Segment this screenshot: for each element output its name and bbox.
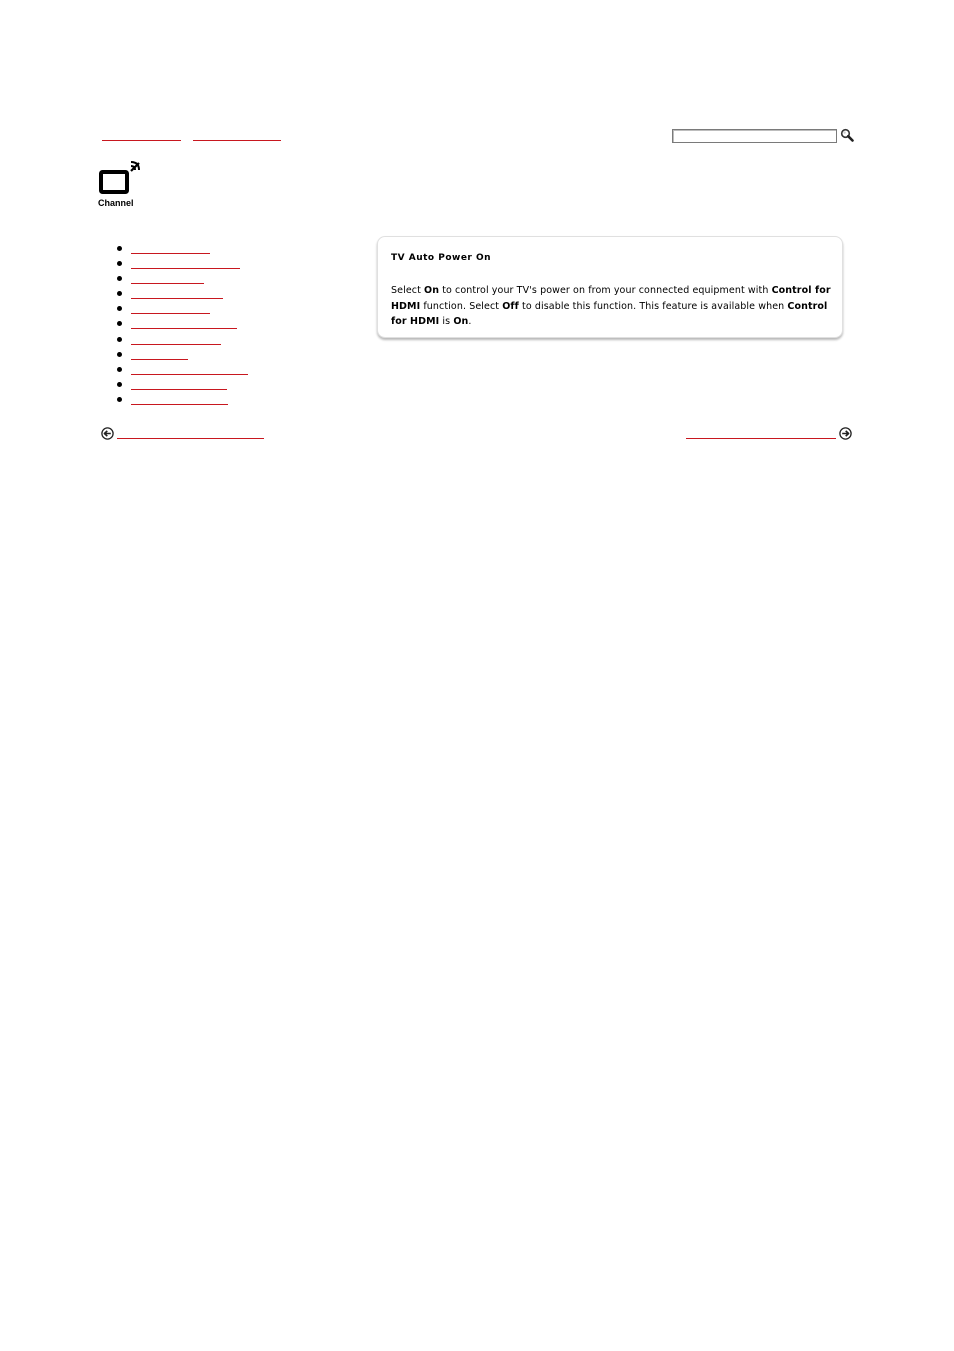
nav-link[interactable]	[131, 359, 188, 360]
nav-link[interactable]	[131, 298, 223, 299]
bullet	[117, 291, 122, 296]
previous-page-link[interactable]	[117, 438, 264, 439]
body-text: Select	[391, 285, 425, 296]
bullet	[117, 276, 122, 281]
arrow-left-icon[interactable]	[101, 427, 114, 440]
search-input[interactable]	[672, 129, 837, 143]
breadcrumb-link-2[interactable]	[193, 140, 281, 141]
search-icon[interactable]	[840, 128, 854, 142]
nav-link[interactable]	[131, 389, 227, 390]
body-emphasis: Control for HDMI	[391, 285, 831, 312]
bullet	[117, 321, 122, 326]
next-page-link[interactable]	[686, 438, 836, 439]
body-text: .	[468, 316, 472, 327]
arrow-right-icon[interactable]	[839, 427, 852, 440]
bullet	[117, 382, 122, 387]
nav-link[interactable]	[131, 268, 240, 269]
nav-link[interactable]	[131, 283, 204, 284]
bullet	[117, 352, 122, 357]
content-panel	[377, 236, 843, 338]
bullet	[117, 306, 122, 311]
body-text: function. Select	[420, 300, 503, 312]
nav-link[interactable]	[131, 344, 221, 345]
body-emphasis: On	[424, 285, 440, 296]
nav-link[interactable]	[131, 313, 210, 314]
nav-link[interactable]	[131, 374, 248, 375]
content-title: TV Auto Power On	[391, 253, 492, 263]
nav-link[interactable]	[131, 328, 237, 329]
content-body	[391, 283, 831, 330]
bullet	[117, 261, 122, 266]
bullet	[117, 367, 122, 372]
body-text: to disable this function. This feature is available when	[518, 300, 788, 312]
bullet	[117, 246, 122, 251]
channel-label: Channel	[98, 198, 134, 208]
bullet	[117, 337, 122, 342]
body-emphasis: Control for HDMI	[391, 300, 828, 327]
bullet	[117, 397, 122, 402]
body-text: is	[439, 316, 454, 327]
tv-channel-icon	[98, 160, 142, 196]
body-text: to control your TV's power on from your connected equipment with	[439, 285, 772, 296]
nav-link[interactable]	[131, 253, 210, 254]
body-emphasis: On	[453, 316, 469, 327]
breadcrumb-link-1[interactable]	[102, 140, 181, 141]
body-emphasis: Off	[502, 300, 519, 312]
nav-link[interactable]	[131, 404, 228, 405]
